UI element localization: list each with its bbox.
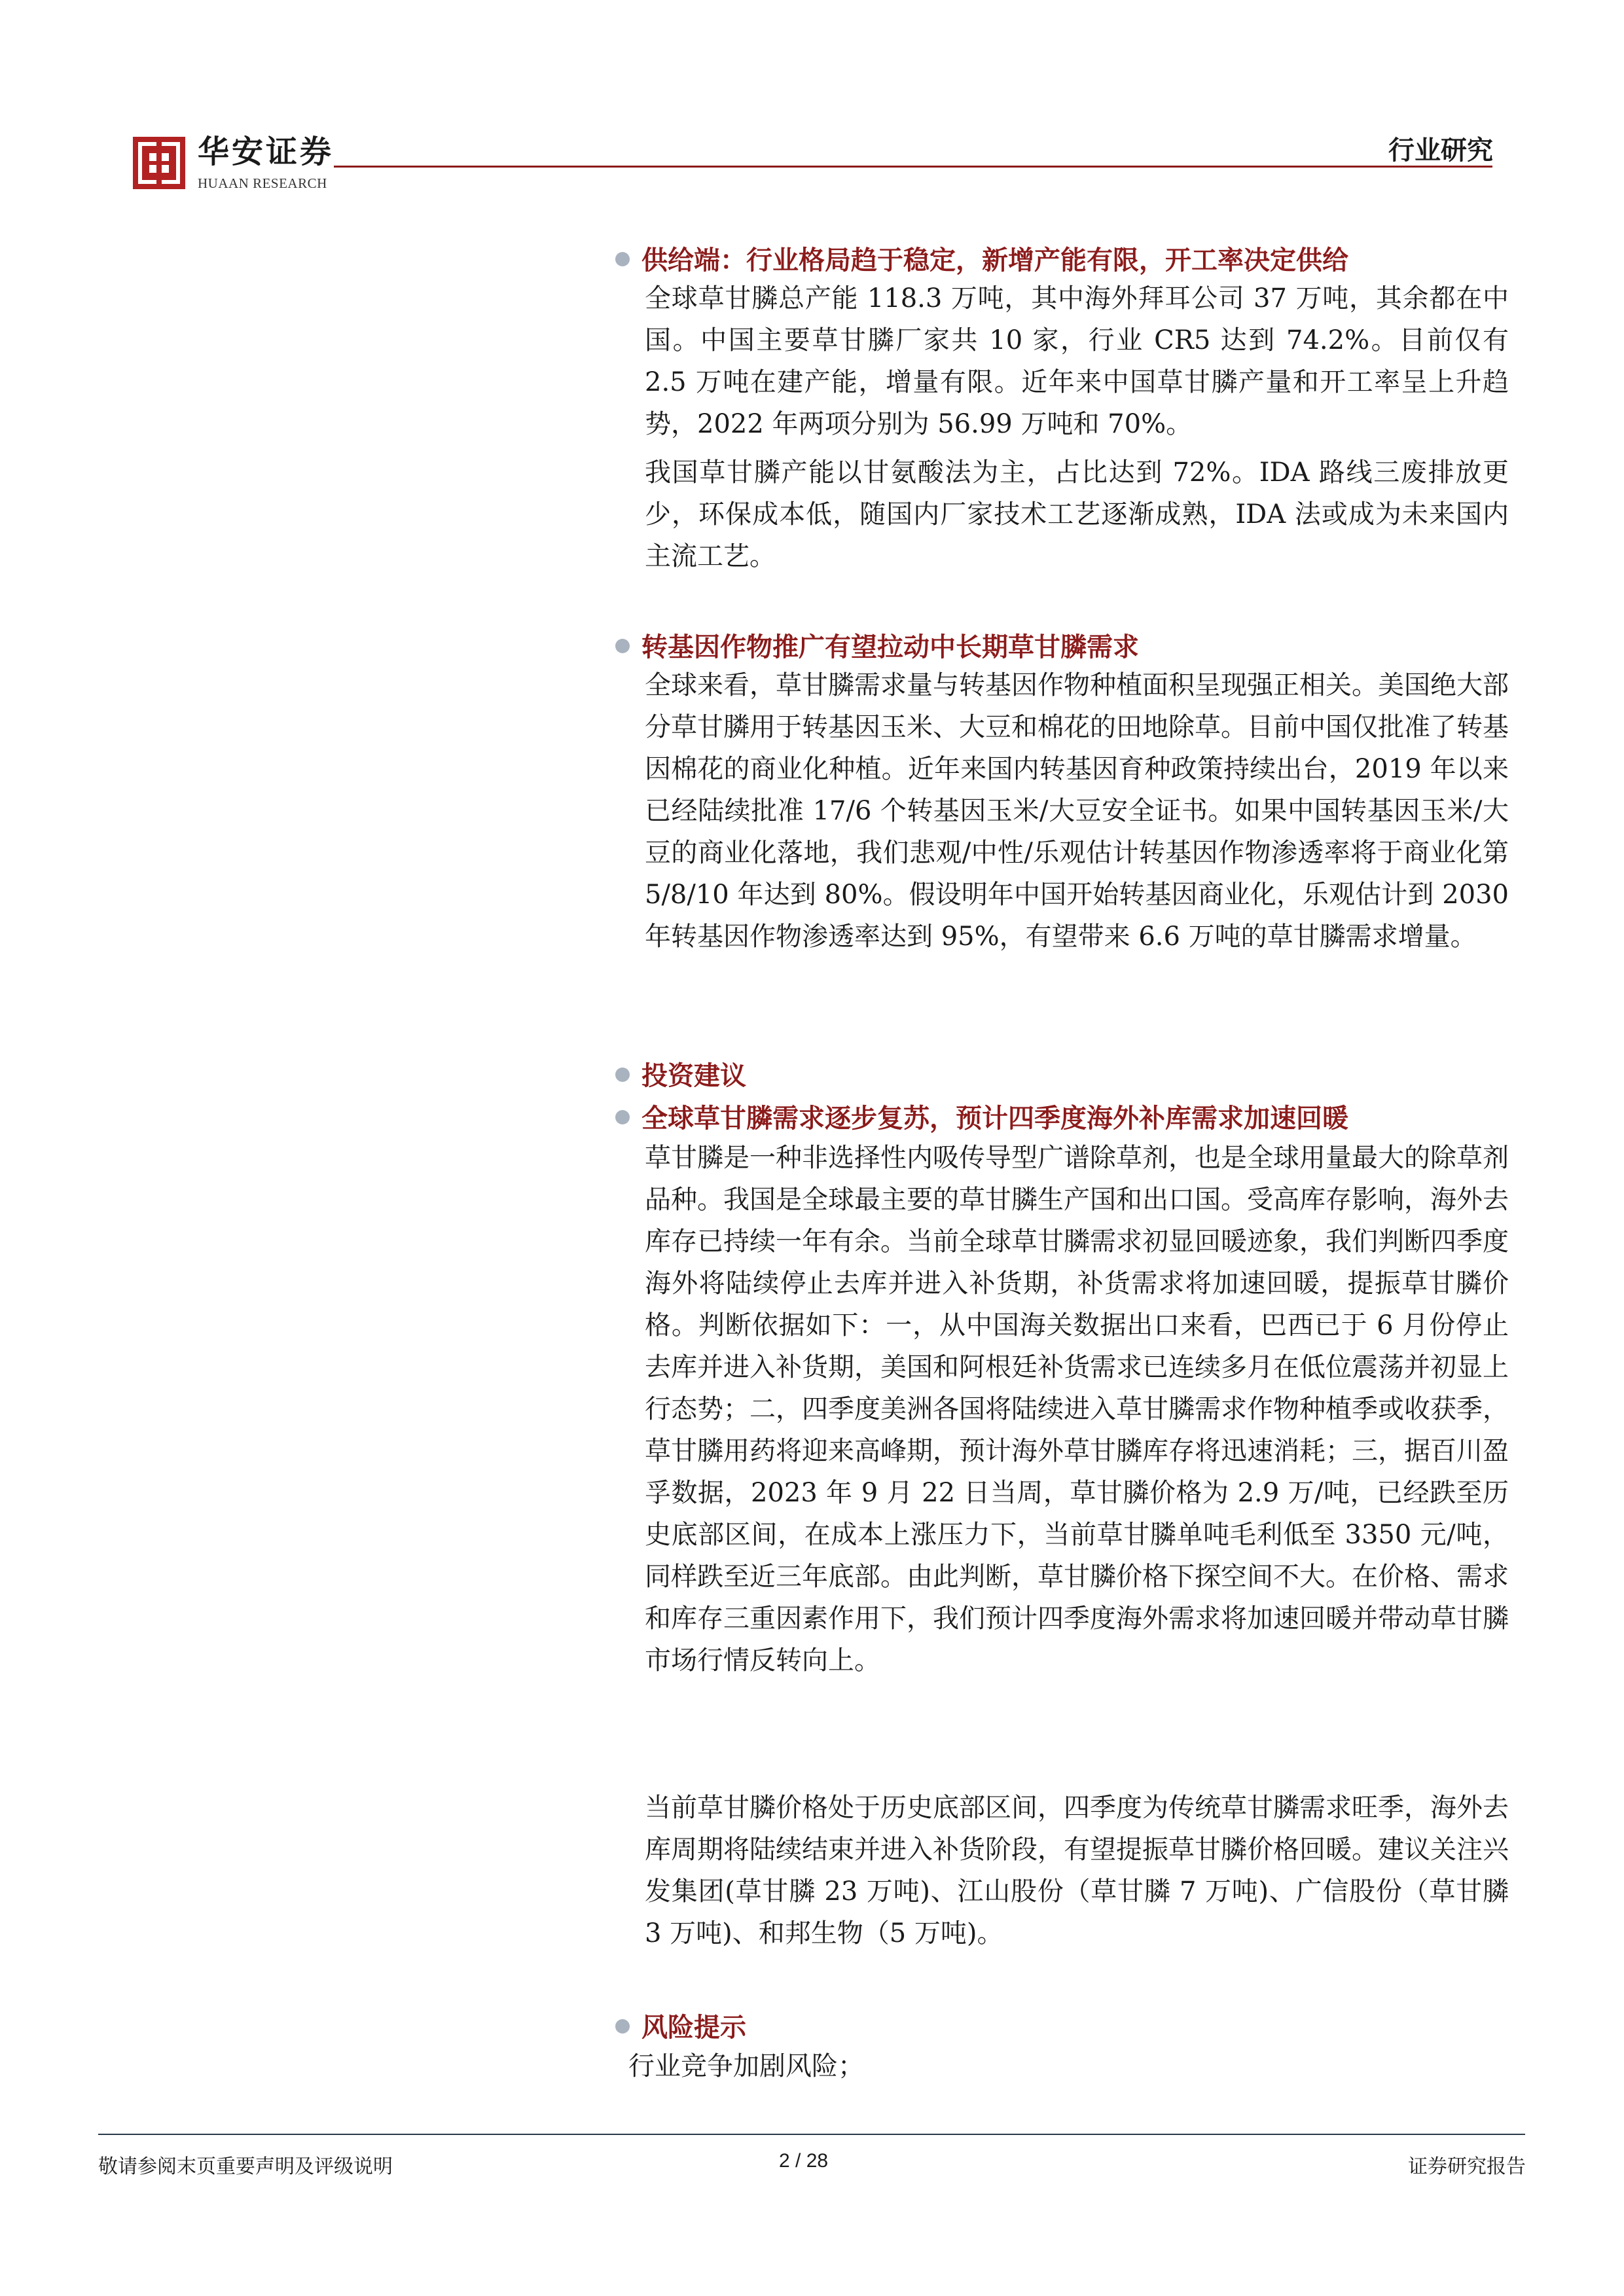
bullet-icon [615,1067,630,1082]
section-title-gmo [615,626,1139,664]
footer-disclaimer: 敬请参阅末页重要声明及评级说明 [98,2155,393,2178]
section-title-text: 全球草甘膦需求逐步复苏，预计四季度海外补库需求加速回暖 [641,1103,1348,1134]
paragraph: 行业竞争加剧风险； [628,2051,864,2081]
header-divider [334,166,1492,168]
page-number: 2 / 28 [779,2150,829,2172]
huaan-logo-icon [131,135,187,191]
bullet-icon [615,252,630,266]
brand-name-en: HUAAN RESEARCH [198,175,327,191]
report-category: 行业研究 [1388,135,1493,166]
footer-report-type: 证券研究报告 [1408,2155,1526,2178]
section-title-risk [615,2007,746,2044]
section-title-investment [615,1055,746,1092]
paragraph: 全球来看，草甘膦需求量与转基因作物种植面积呈现强正相关。美国绝大部分草甘膦用于转基因玉米、大豆和棉花的田地除草。目前中国仅批准了转基因棉花的商业化种植。近年来国内转基因育种政策持续出台，2019 年以来已经陆续批准 17/6 个转基因玉米/大豆安全证书。如果中国转基因玉米/大豆的商业化落地，我们悲观/中性/乐观估计转基因作物渗透率将于商业化第 5/8/10 年达到 80%。假设明年中国开始转基因商业化，乐观估计到 2030年转基因作物渗透率达到 95%，有望带来 6.6 万吨的草甘膦需求增量。 [645,670,1509,952]
bullet-icon [615,1110,630,1124]
footer-divider [98,2134,1525,2135]
paragraph: 我国草甘膦产能以甘氨酸法为主，占比达到 72%。IDA 路线三废排放更少，环保成本低，随国内厂家技术工艺逐渐成熟，IDA 法或成为未来国内主流工艺。 [645,457,1509,571]
brand-name-cn: 华安证券 [198,134,334,170]
section-title-recovery [615,1098,1348,1135]
section-title-text: 转基因作物推广有望拉动中长期草甘膦需求 [641,632,1139,662]
paragraph: 当前草甘膦价格处于历史底部区间，四季度为传统草甘膦需求旺季，海外去库周期将陆续结束并进入补货阶段，有望提振草甘膦价格回暖。建议关注兴发集团(草甘膦 23 万吨)、江山股份（草甘膦 7 万吨)、广信股份（草甘膦 3 万吨)、和邦生物（5 万吨)。 [645,1793,1509,1948]
section-title-supply [615,240,1348,277]
bullet-icon [615,2019,630,2034]
paragraph: 全球草甘膦总产能 118.3 万吨，其中海外拜耳公司 37 万吨，其余都在中国。中国主要草甘膦厂家共 10 家，行业 CR5 达到 74.2%。目前仅有 2.5 万吨在建产能，增量有限。近年来中国草甘膦产量和开工率呈上升趋势，2022 年两项分别为 56.99 万吨和 70%。 [645,283,1509,439]
bullet-icon [615,639,630,653]
section-title-text: 投资建议 [641,1061,746,1091]
paragraph: 草甘膦是一种非选择性内吸传导型广谱除草剂，也是全球用量最大的除草剂品种。我国是全球最主要的草甘膦生产国和出口国。受高库存影响，海外去库存已持续一年有余。当前全球草甘膦需求初显回暖迹象，我们判断四季度海外将陆续停止去库并进入补货期，补货需求将加速回暖，提振草甘膦价格。判断依据如下：一，从中国海关数据出口来看，巴西已于 6 月份停止去库并进入补货期，美国和阿根廷补货需求已连续多月在低位震荡并初显上行态势；二，四季度美洲各国将陆续进入草甘膦需求作物种植季或收获季，草甘膦用药将迎来高峰期，预计海外草甘膦库存将迅速消耗；三，据百川盈孚数据，2023 年 9 月 22 日当周，草甘膦价格为 2.9 万/吨，已经跌至历史底部区间，在成本上涨压力下，当前草甘膦单吨毛利低至 3350 元/吨，同样跌至近三年底部。由此判断，草甘膦价格下探空间不大。在价格、需求和库存三重因素作用下，我们预计四季度海外需求将加速回暖并带动草甘膦市场行情反转向上。 [645,1143,1509,1676]
section-title-text: 供给端：行业格局趋于稳定，新增产能有限，开工率决定供给 [641,245,1348,276]
section-title-text: 风险提示 [641,2013,746,2043]
